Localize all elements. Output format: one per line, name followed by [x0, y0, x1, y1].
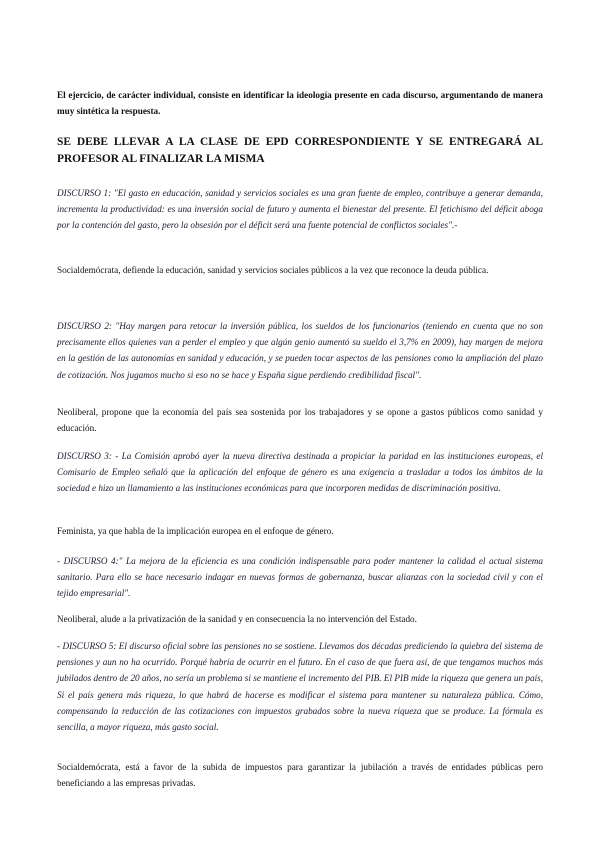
- discurso-4-answer: Neoliberal, alude a la privatización de la sanidad y en consecuencia la no intervención del Estado.: [57, 614, 417, 624]
- discurso-5-answer: Socialdemócrata, está a favor de la subida de impuestos para garantizar la jubilación a través de entidades públicas pero beneficiando a las empresas privadas.: [57, 762, 543, 789]
- discurso-2-text: DISCURSO 2: "Hay margen para retocar la inversión pública, los sueldos de los funcionarios (teniendo en cuenta que no son precisamente ellos quienes van a perder el empleo y que algún genio aumentó su sueldo el 3,7% en 2009), hay margen de mejora en la gestión de las autonomías en sanidad y educación, y se pueden tocar aspectos de las pensiones como la ampliación del plazo de cotización. Nos jugamos mucho si eso no se hace y España sigue perdiendo credibilidad fiscal".: [57, 321, 543, 380]
- discurso-3-answer: Feminista, ya que habla de la implicación europea en el enfoque de género.: [57, 526, 334, 536]
- discurso-5-text: - DISCURSO 5: El discurso oficial sobre las pensiones no se sostiene. Llevamos dos décadas prediciendo la quiebra del sistema de pensiones y aun no ha ocurrido. Porqué habría de ocurrir en el futuro. En el caso de que fuera así, de que tengamos muchos más jubilados dentro de 20 años, no sería un problema si se mantiene el incremento del PIB. El PIB mide la riqueza que genera un país, Si el país genera más riqueza, lo que habrá de hacerse es modificar el sistema para mantener su naturaleza pública. Cómo, compensando la reducción de las cotizaciones con impuestos grabados sobre la nueva riqueza que se produce. La fórmula es sencilla, a mayor riqueza, más gasto social.: [57, 641, 543, 733]
- discurso-3-text: DISCURSO 3: - La Comisión aprobó ayer la nueva directiva destinada a propiciar la paridad en las instituciones europeas, el Comisario de Empleo señaló que la aplicación del enfoque de género es una exigencia a trasladar a todos los ámbitos de la sociedad e hizo un llamamiento a las instituciones económicas para que incorporen medidas de discriminación positiva.: [57, 451, 543, 494]
- discurso-1-answer: Socialdemócrata, defiende la educación, sanidad y servicios sociales públicos a la vez que reconoce la deuda pública.: [57, 265, 489, 275]
- instructions-intro: El ejercicio, de carácter individual, consiste en identificar la ideología presente en cada discurso, argumentando de manera muy sintética la respuesta.: [57, 90, 543, 117]
- discurso-4-text: - DISCURSO 4:" La mejora de la eficiencia es una condición indispensable para poder mantener la calidad el actual sistema sanitario. Para ello se hace necesario indagar en nuevas formas de gobernanza, buscar alianzas con la sociedad civil y con el tejido empresarial".: [57, 556, 543, 599]
- instructions-notice: SE DEBE LLEVAR A LA CLASE DE EPD CORRESPONDIENTE Y SE ENTREGARÁ AL PROFESOR AL FINALIZAR LA MISMA: [57, 136, 543, 165]
- discurso-2-answer: Neoliberal, propone que la economía del país sea sostenida por los trabajadores y se opone a gastos públicos como sanidad y educación.: [57, 407, 543, 434]
- discurso-1-text: DISCURSO 1: "El gasto en educación, sanidad y servicios sociales es una gran fuente de empleo, contribuye a generar demanda, incrementa la productividad: es una inversión social de futuro y aumenta el bienestar del presente. El fetichismo del déficit aboga por la contención del gasto, pero la obsesión por el déficit será una fuente potencial de conflictos sociales".-: [57, 188, 543, 231]
